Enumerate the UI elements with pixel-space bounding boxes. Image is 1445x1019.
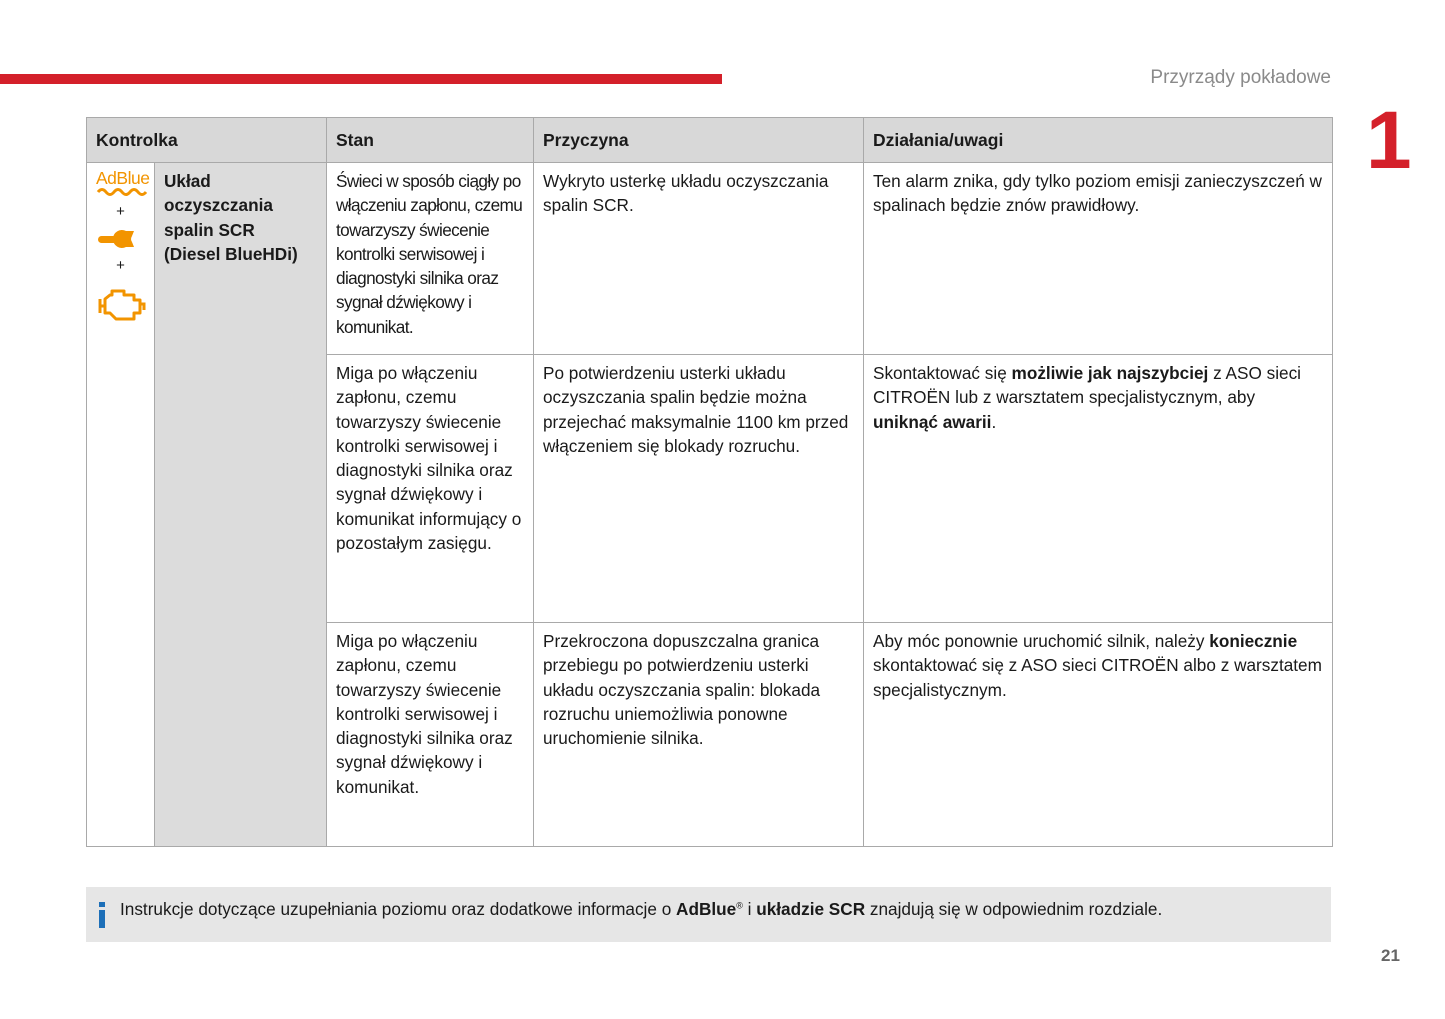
header-przyczyna: Przyczyna bbox=[534, 118, 864, 163]
indicator-name: Układ oczyszczania spalin SCR (Diesel BlueHDi) bbox=[155, 163, 327, 847]
row1-stan: Świeci w sposób ciągły po włączeniu zapłonu, czemu towarzyszy świecenie kontrolki serwisowej i diagnostyki silnika oraz sygnał dźwiękowy i komunikat. bbox=[327, 163, 534, 355]
row3-przyczyna: Przekroczona dopuszczalna granica przebiegu po potwierdzeniu usterki układu oczyszczania spalin: blokada rozruchu uniemożliwia ponowne uruchomienie silnika. bbox=[534, 623, 864, 847]
row2-przyczyna: Po potwierdzeniu usterki układu oczyszczania spalin będzie można przejechać maksymalnie 1100 km przed włączeniem się blokady rozruchu. bbox=[534, 355, 864, 623]
header-red-bar bbox=[0, 74, 722, 84]
row1-przyczyna: Wykryto usterkę układu oczyszczania spalin SCR. bbox=[534, 163, 864, 355]
plus-sign: + bbox=[116, 203, 125, 220]
row1-dzialania: Ten alarm znika, gdy tylko poziom emisji zanieczyszczeń w spalinach będzie znów prawidłowy. bbox=[864, 163, 1333, 355]
table-row bbox=[87, 163, 1333, 355]
row2-stan: Miga po włączeniu zapłonu, czemu towarzyszy świecenie kontrolki serwisowej i diagnostyki silnika oraz sygnał dźwiękowy i komunikat informujący o pozostałym zasięgu. bbox=[327, 355, 534, 623]
adblue-warning-icon: AdBlue bbox=[96, 168, 150, 188]
engine-check-icon bbox=[96, 287, 146, 323]
row3-stan: Miga po włączeniu zapłonu, czemu towarzyszy świecenie kontrolki serwisowej i diagnostyki silnika oraz sygnał dźwiękowy i komunikat. bbox=[327, 623, 534, 847]
info-note bbox=[86, 887, 1331, 942]
page-number: 21 bbox=[1381, 946, 1400, 965]
warning-lights-table bbox=[86, 117, 1333, 847]
section-title: Przyrządy pokładowe bbox=[1150, 67, 1331, 88]
table-header-row bbox=[87, 118, 1333, 163]
header-dzialania: Działania/uwagi bbox=[864, 118, 1333, 163]
indicator-icons bbox=[87, 163, 155, 847]
plus-sign: + bbox=[116, 257, 125, 274]
info-icon bbox=[98, 902, 106, 928]
header-kontrolka: Kontrolka bbox=[87, 118, 327, 163]
info-text: Instrukcje dotyczące uzupełniania poziomu oraz dodatkowe informacje o AdBlue® i układzie SCR znajdują się w odpowiednim rozdziale. bbox=[120, 899, 1163, 919]
wrench-service-icon bbox=[96, 227, 146, 251]
header-stan: Stan bbox=[327, 118, 534, 163]
chapter-number: 1 bbox=[1366, 95, 1412, 186]
row3-dzialania: Aby móc ponownie uruchomić silnik, należy koniecznie skontaktować się z ASO sieci CITROËN albo z warsztatem specjalistycznym. bbox=[864, 623, 1333, 847]
adblue-wave-icon bbox=[96, 187, 150, 197]
row2-dzialania: Skontaktować się możliwie jak najszybciej z ASO sieci CITROËN lub z warsztatem specjalistycznym, aby uniknąć awarii. bbox=[864, 355, 1333, 623]
